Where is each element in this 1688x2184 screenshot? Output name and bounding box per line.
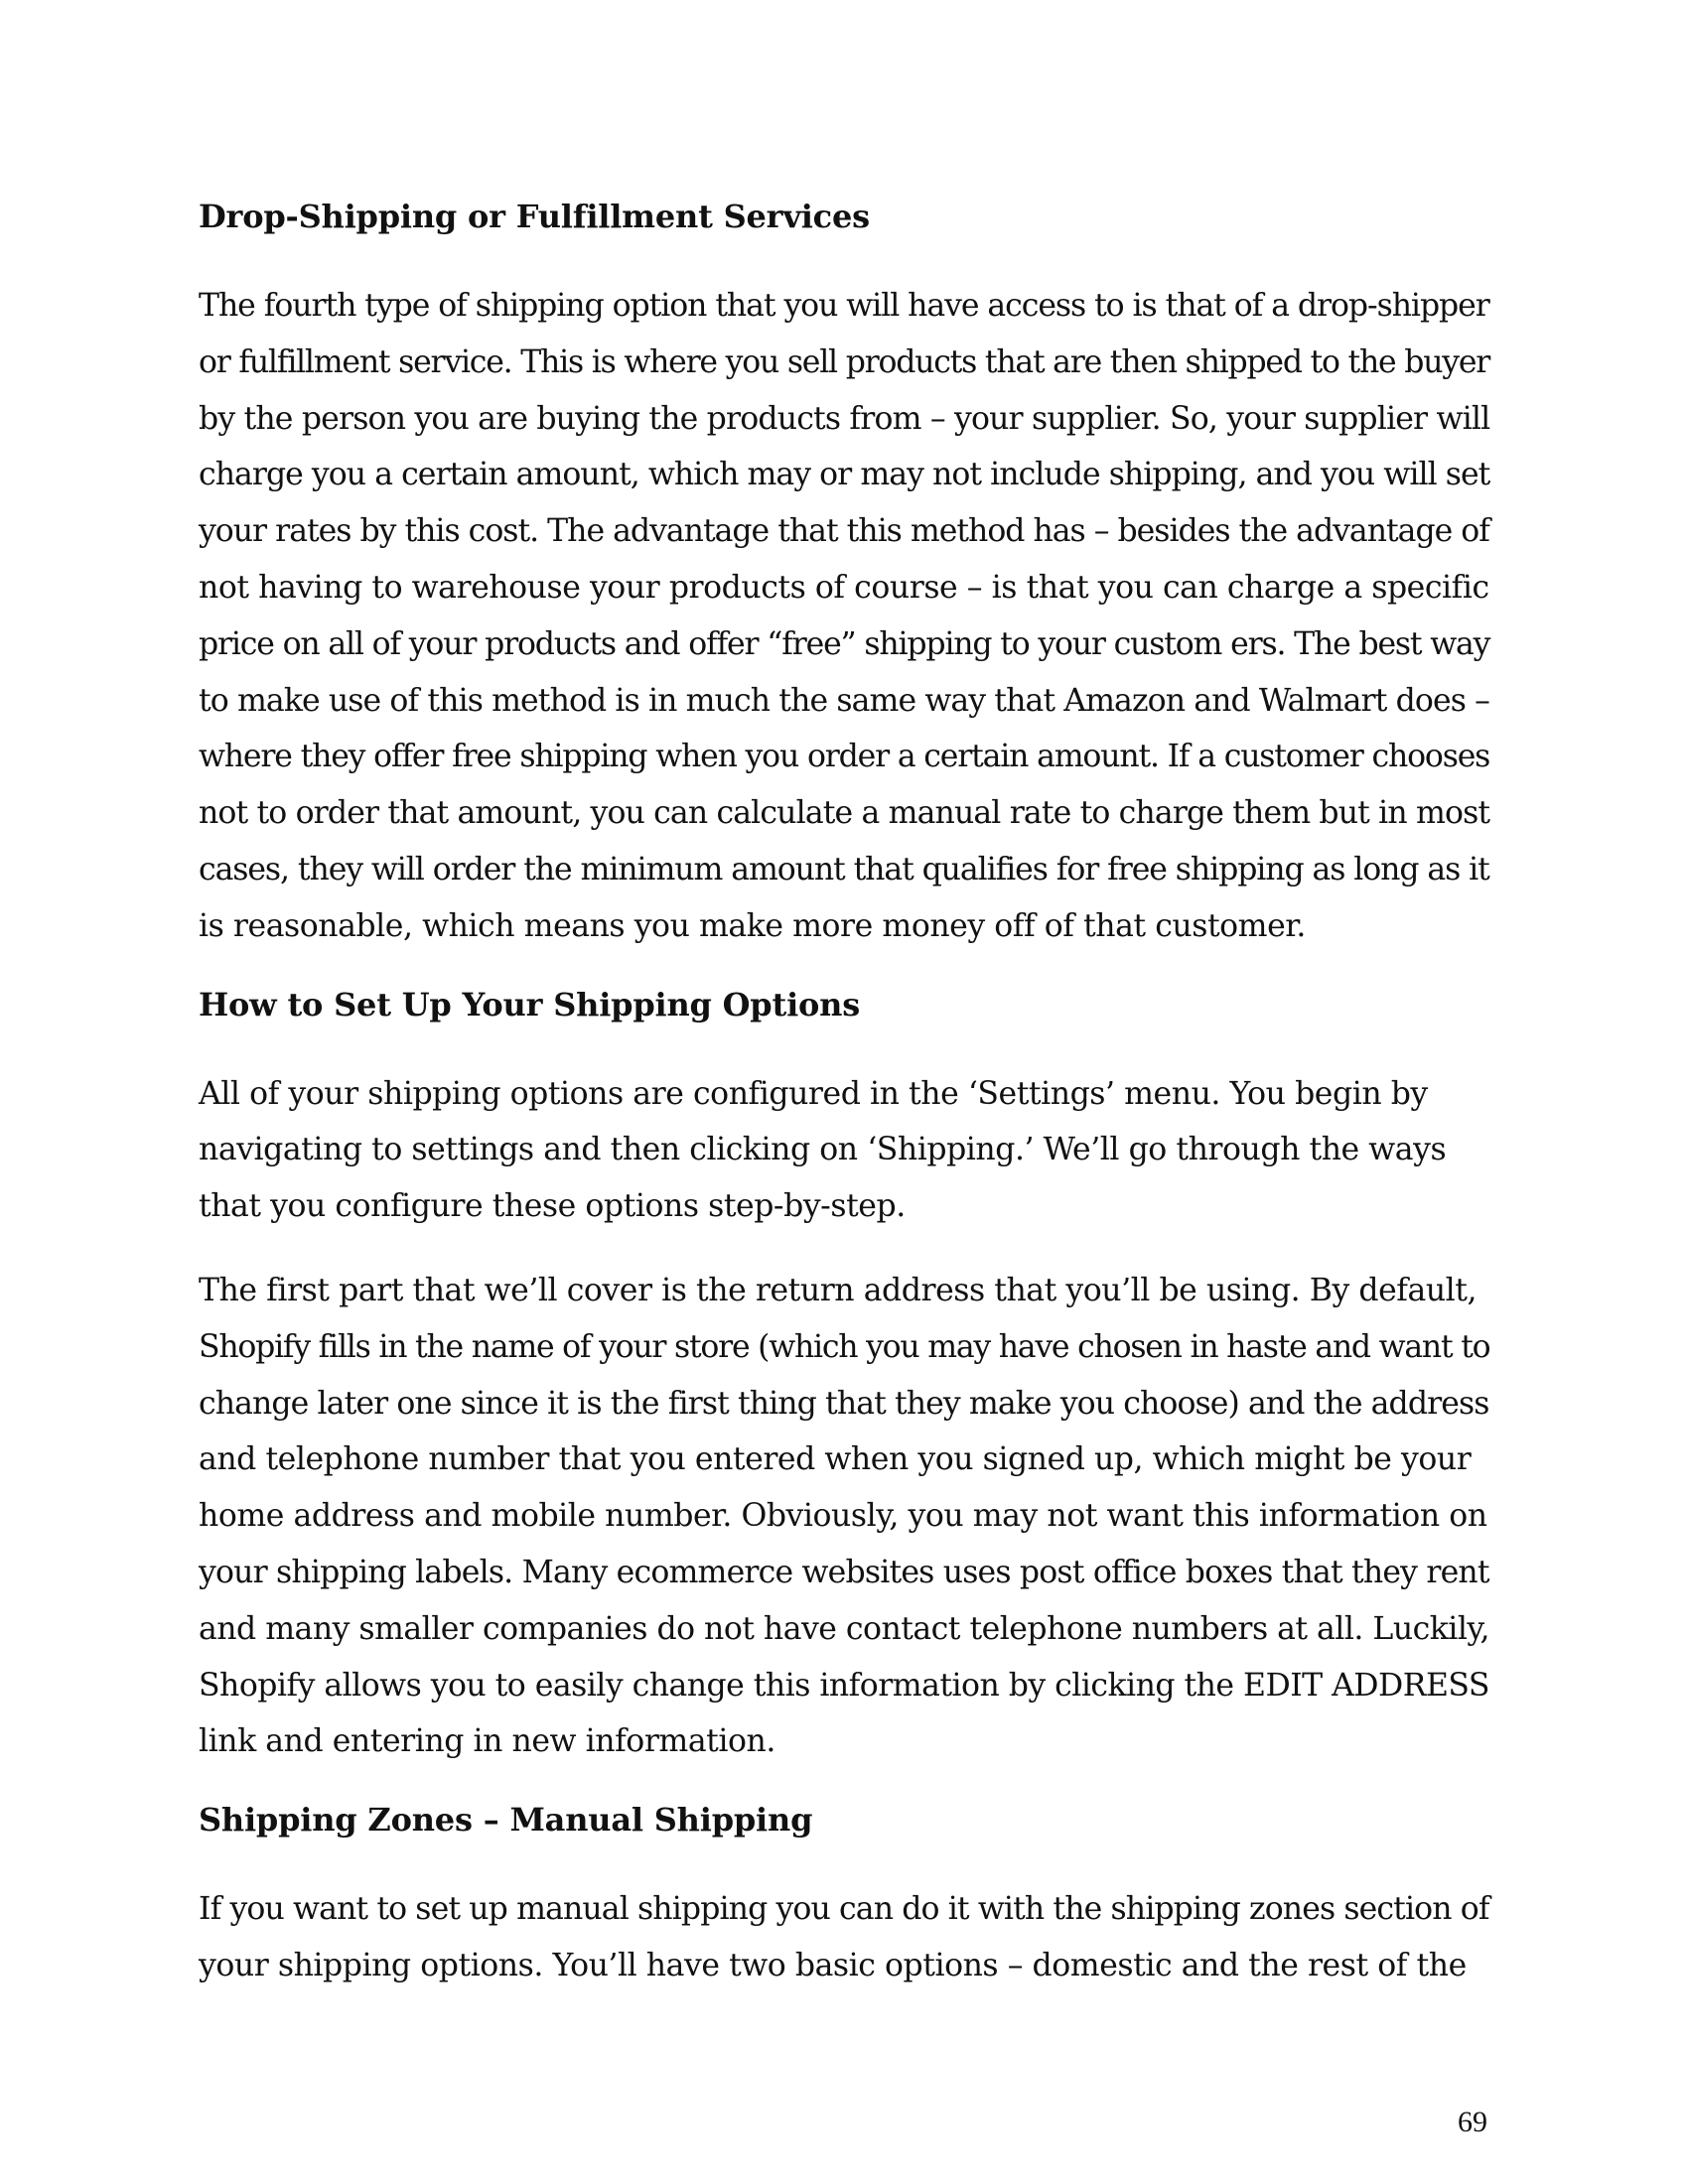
paragraph-return-address (199, 1263, 1489, 1770)
page-number: 69 (1458, 2106, 1487, 2138)
text-line: where they offer free shipping when you order a certain amount. If a customer chooses (199, 739, 1490, 775)
text-line: change later one since it is the first thing that they make you choose) and the address (199, 1385, 1489, 1422)
section-heading-drop-shipping: Drop-Shipping or Fulfillment Services (199, 198, 870, 235)
text-line: to make use of this method is in much the same way that Amazon and Walmart does – (199, 682, 1489, 719)
text-line: navigating to settings and then clicking on ‘Shipping.’ We’ll go through the ways (199, 1132, 1447, 1168)
paragraph-settings-menu (199, 1066, 1489, 1235)
text-line: Shopify allows you to easily change this information by clicking the EDIT ADDRESS (199, 1667, 1489, 1704)
text-line: your shipping labels. Many ecommerce websites uses post office boxes that they rent (199, 1554, 1489, 1590)
text-line: and telephone number that you entered when you signed up, which might be your (199, 1441, 1472, 1478)
text-line: or fulfillment service. This is where you sell products that are then shipped to the buyer (199, 343, 1490, 380)
text-line: charge you a certain amount, which may or may not include shipping, and you will set (199, 457, 1490, 493)
paragraph-manual-shipping (199, 1881, 1489, 1994)
text-line: Shopify fills in the name of your store (which you may have chosen in haste and want to (199, 1328, 1490, 1365)
text-line: If you want to set up manual shipping you can do it with the shipping zones section of (199, 1891, 1489, 1928)
text-line: is reasonable, which means you make more money off of that customer. (199, 907, 1306, 944)
text-line: link and entering in new information. (199, 1723, 775, 1760)
page-content (199, 195, 1489, 2022)
text-line: not having to warehouse your products of course – is that you can charge a specific (199, 569, 1489, 606)
paragraph-drop-shipping (199, 278, 1489, 955)
text-line: your rates by this cost. The advantage that this method has – besides the advantage of (199, 513, 1489, 550)
text-line: your shipping options. You’ll have two basic options – domestic and the rest of the (199, 1947, 1467, 1983)
text-line: home address and mobile number. Obviously, you may not want this information on (199, 1498, 1487, 1535)
text-line: The first part that we’ll cover is the return address that you’ll be using. By default, (199, 1272, 1477, 1308)
text-line: The fourth type of shipping option that you will have access to is that of a drop-shipper (199, 288, 1489, 324)
text-line: and many smaller companies do not have contact telephone numbers at all. Luckily, (199, 1610, 1490, 1647)
text-line: price on all of your products and offer “free” shipping to your custom ers. The best way (199, 625, 1490, 662)
text-line: by the person you are buying the products from – your supplier. So, your supplier will (199, 400, 1490, 437)
text-line: cases, they will order the minimum amount that qualifies for free shipping as long as it (199, 851, 1489, 887)
section-heading-shipping-zones: Shipping Zones – Manual Shipping (199, 1801, 813, 1840)
text-line: that you configure these options step-by-step. (199, 1188, 906, 1225)
text-line: not to order that amount, you can calculate a manual rate to charge them but in most (199, 795, 1490, 832)
text-line: All of your shipping options are configured in the ‘Settings’ menu. You begin by (199, 1075, 1428, 1112)
section-heading-setup-shipping: How to Set Up Your Shipping Options (199, 985, 861, 1024)
